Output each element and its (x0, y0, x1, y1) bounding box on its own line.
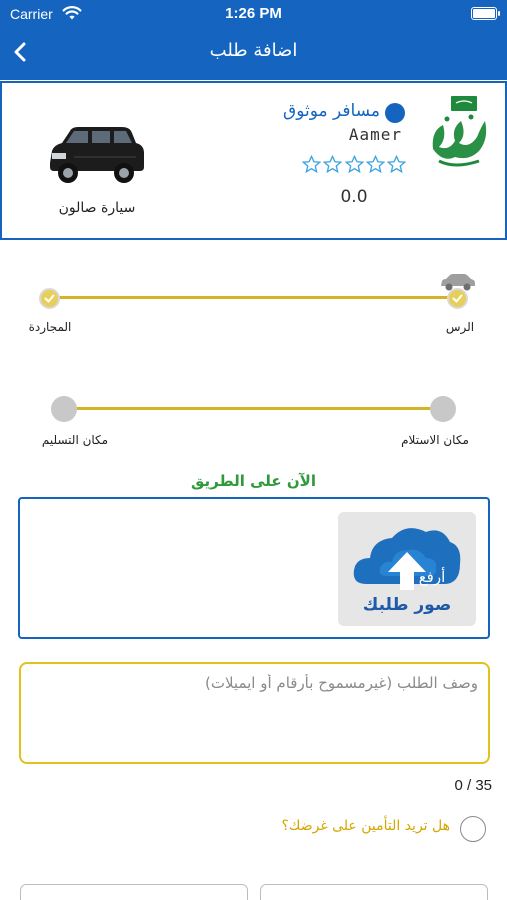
points-line (64, 407, 444, 410)
upload-photos-area[interactable] (18, 497, 490, 639)
route-end-check-icon (39, 288, 60, 309)
bottom-left-button[interactable] (20, 884, 248, 900)
clock: 1:26 PM (225, 5, 282, 22)
pickup-point-label[interactable]: مكان الاستلام (401, 433, 469, 447)
user-name: Aamer (348, 125, 402, 144)
suv-car-image (44, 123, 148, 189)
delivery-point-marker[interactable] (51, 396, 77, 422)
star-icon (323, 155, 342, 174)
upload-line1: أرفع (418, 568, 446, 586)
app-logo-icon (425, 91, 493, 171)
description-input[interactable] (33, 674, 478, 754)
destination-city-label: المجاردة (28, 320, 72, 334)
upload-photos-button[interactable] (338, 512, 476, 626)
page-title: اضافة طلب (209, 40, 298, 61)
upload-line2: صور طلبك (362, 595, 452, 615)
delivery-point-label[interactable]: مكان التسليم (41, 433, 109, 447)
driver-info-card (0, 81, 507, 240)
star-icon (387, 155, 406, 174)
star-icon (302, 155, 321, 174)
insurance-question[interactable]: هل تريد التأمين على غرضك؟ (281, 818, 450, 834)
star-icon (345, 155, 364, 174)
description-field[interactable] (19, 662, 490, 764)
rating-stars (302, 155, 406, 175)
origin-city-label: الرس (445, 320, 475, 334)
insurance-radio[interactable] (460, 816, 486, 842)
bottom-right-button[interactable] (260, 884, 488, 900)
route-progress-line (50, 296, 458, 299)
carrier-label: Carrier (10, 6, 53, 22)
verified-badge-icon (385, 103, 405, 123)
status-bar (0, 0, 507, 28)
battery-icon (471, 7, 497, 20)
navigation-bar (0, 0, 507, 80)
trip-status: الآن على الطريق (191, 472, 316, 490)
char-counter: 0 / 35 (454, 777, 492, 794)
pickup-point-marker[interactable] (430, 396, 456, 422)
route-start-check-icon (447, 288, 468, 309)
rating-value: 0.0 (340, 187, 368, 207)
car-type-label: سيارة صالون (58, 200, 136, 216)
star-icon (366, 155, 385, 174)
verified-traveler-label: مسافر موثوق (283, 101, 380, 121)
cloud-upload-icon (350, 518, 464, 620)
